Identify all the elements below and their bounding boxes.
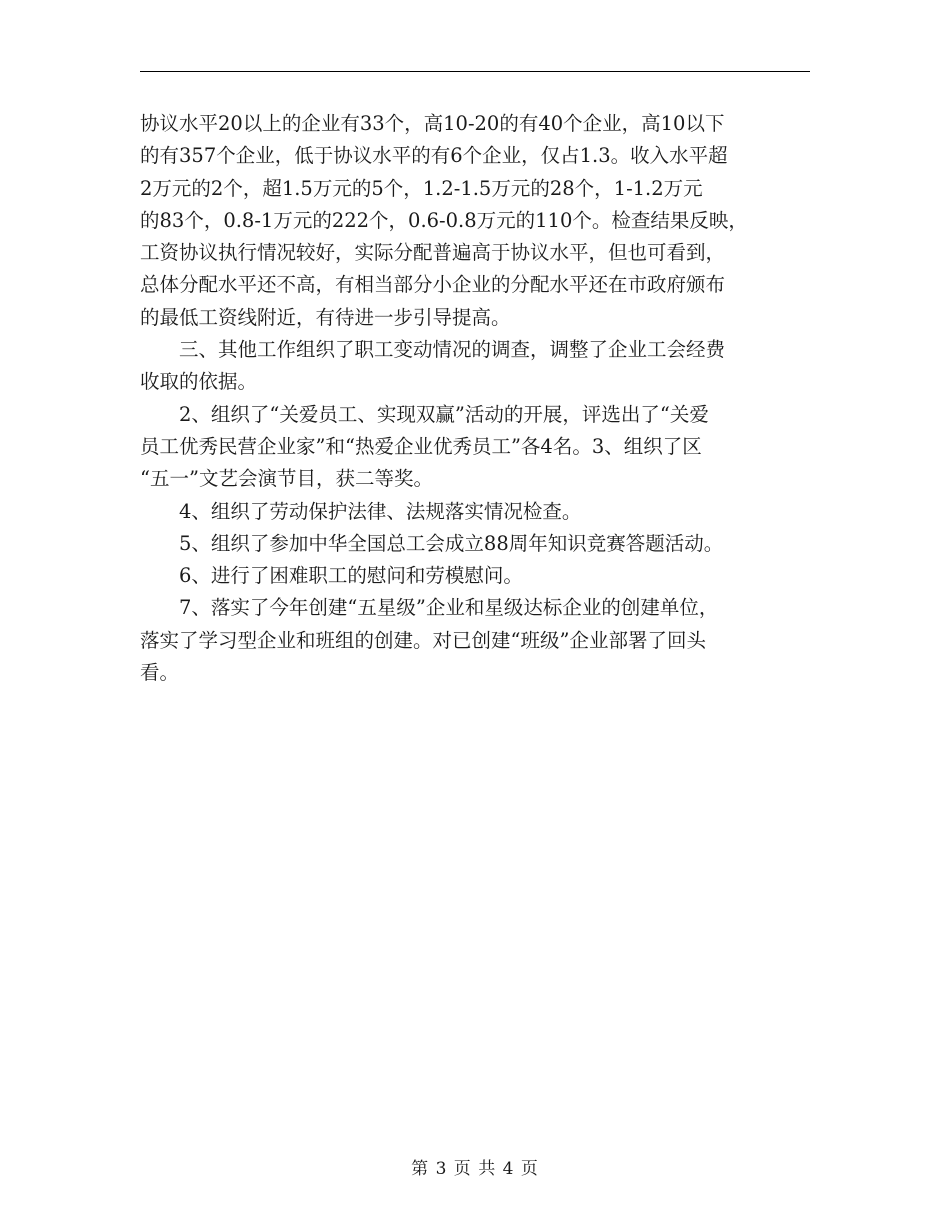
text-line: 的最低工资线附近，有待进一步引导提高。 <box>140 305 511 329</box>
header-rule <box>140 71 810 72</box>
text-line: 员工优秀民营企业家”和“热爱企业优秀员工”各4名。3、组织了区 <box>140 434 702 458</box>
text-line: 总体分配水平还不高，有相当部分小企业的分配水平还在市政府颁布 <box>140 273 726 297</box>
text-line: 收取的依据。 <box>140 370 258 394</box>
text-line: 三、其他工作组织了职工变动情况的调查，调整了企业工会经费 <box>179 338 726 362</box>
text-line: 6、进行了困难职工的慰问和劳模慰问。 <box>179 564 523 588</box>
text-line: 协议水平20以上的企业有33个，高10-20的有40个企业，高10以下 <box>140 112 725 135</box>
document-body <box>140 108 830 689</box>
text-line: 落实了学习型企业和班组的创建。对已创建“班级”企业部署了回头 <box>140 628 706 652</box>
text-line: 工资协议执行情况较好，实际分配普遍高于协议水平，但也可看到， <box>140 241 726 265</box>
text-line: 的有357个企业，低于协议水平的有6个企业，仅占1.3。收入水平超 <box>140 144 728 168</box>
text-line: 2、组织了“关爱员工、实现双赢”活动的开展，评选出了“关爱 <box>179 402 709 426</box>
text-line: 5、组织了参加中华全国总工会成立88周年知识竞赛答题活动。 <box>179 531 724 555</box>
text-line: 看。 <box>140 661 180 685</box>
page-number-footer: 第 3 页 共 4 页 <box>411 1159 539 1179</box>
text-line: 的83个，0.8-1万元的222个，0.6-0.8万元的110个。检查结果反映， <box>140 208 748 232</box>
text-line: 4、组织了劳动保护法律、法规落实情况检查。 <box>179 499 582 523</box>
text-line: “五一”文艺会演节目，获二等奖。 <box>140 467 433 491</box>
text-line: 2万元的2个，超1.5万元的5个，1.2-1.5万元的28个，1-1.2万元 <box>140 176 703 200</box>
text-line: 7、落实了今年创建“五星级”企业和星级达标企业的创建单位， <box>179 596 719 620</box>
